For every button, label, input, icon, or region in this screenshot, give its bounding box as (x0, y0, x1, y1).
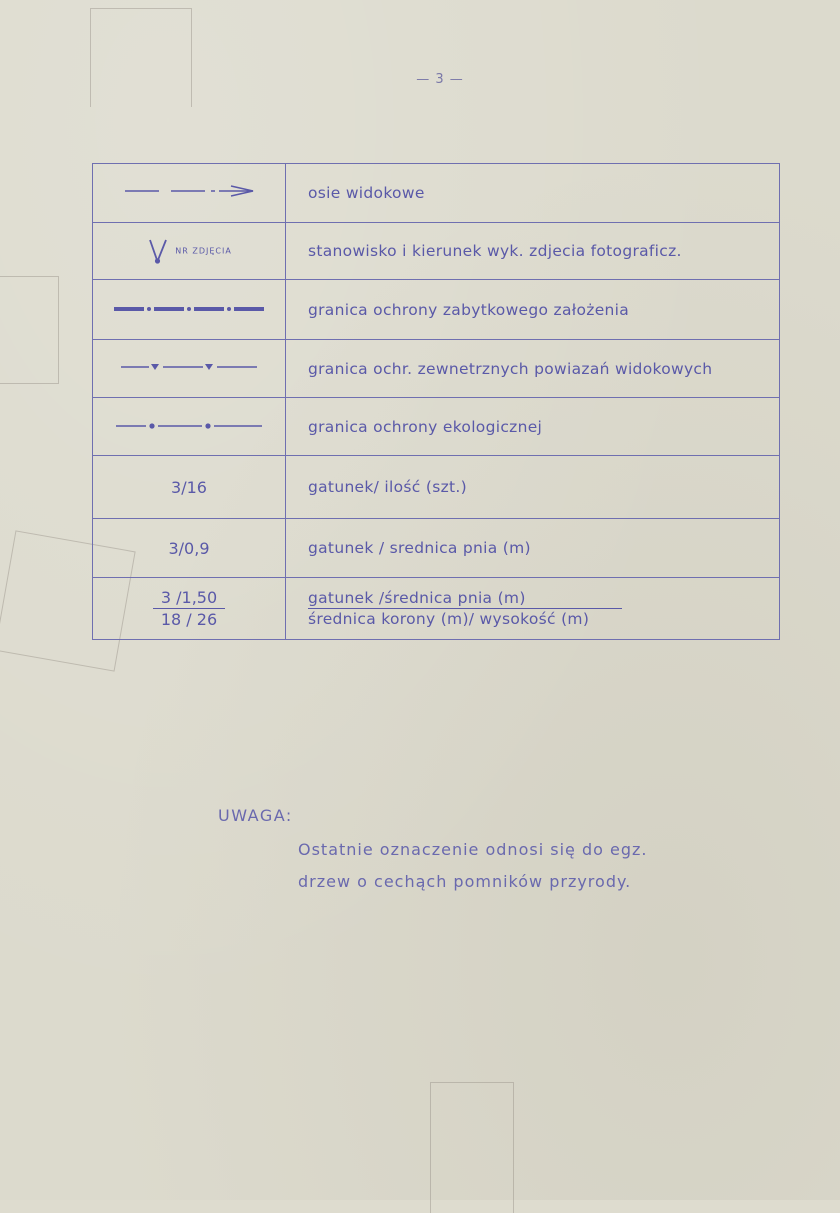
legend-description: osie widokowe (286, 164, 780, 223)
legend-symbol-cell (93, 223, 286, 280)
monument-boundary-symbol-icon (112, 303, 266, 315)
legend-table (92, 163, 780, 640)
legend-description: gatunek / srednica pnia (m) (286, 519, 780, 578)
natural-monument-code (153, 588, 225, 629)
ecological-boundary-symbol-icon (114, 420, 264, 432)
legend-description: granica ochr. zewnetrznych powiazań widokowych (286, 340, 780, 398)
ghost-mark-left (0, 276, 59, 384)
legend-row (93, 519, 780, 578)
fraction-denominator: 18 / 26 (160, 610, 218, 629)
legend-description: gatunek/ ilość (szt.) (286, 456, 780, 519)
ghost-mark-top (90, 8, 192, 107)
species-diameter-code: 3/0,9 (168, 538, 210, 558)
legend-symbol-cell (93, 519, 286, 578)
legend-description: stanowisko i kierunek wyk. zdjecia fotograficz. (286, 223, 780, 280)
description-denominator: średnica korony (m)/ wysokość (m) (308, 610, 590, 628)
description-numerator: gatunek /średnica pnia (m) (308, 588, 622, 609)
legend-symbol-cell (93, 164, 286, 223)
note-line-1: Ostatnie oznaczenie odnosi się do egz. (298, 840, 648, 859)
legend-row (93, 456, 780, 519)
legend-description: granica ochrony zabytkowego założenia (286, 280, 780, 340)
note-line-2: drzew o cechąch pomników przyrody. (298, 872, 632, 891)
fraction-numerator: 3 /1,50 (153, 588, 225, 609)
natural-monument-description (308, 588, 622, 629)
legend-row (93, 578, 780, 640)
note-label: UWAGA: (218, 806, 293, 825)
legend-symbol-cell (93, 340, 286, 398)
viewpoint-symbol-icon (146, 236, 170, 266)
legend-row (93, 398, 780, 456)
legend-description: granica ochrony ekologicznej (286, 398, 780, 456)
species-count-code: 3/16 (171, 477, 207, 497)
photo-number-label: NR ZDJĘCIA (175, 246, 232, 256)
legend-description (286, 578, 780, 640)
legend-symbol-cell (93, 398, 286, 456)
legend-row (93, 280, 780, 340)
view-link-boundary-symbol-icon (119, 360, 259, 374)
legend-symbol-cell (93, 280, 286, 340)
ghost-mark-bottom (430, 1082, 514, 1213)
legend-row (93, 340, 780, 398)
view-axis-symbol-icon (119, 183, 259, 199)
legend-row (93, 164, 780, 223)
legend-symbol-cell (93, 456, 286, 519)
legend-row (93, 223, 780, 280)
legend-symbol-cell (93, 578, 286, 640)
page-number: — 3 — (416, 72, 464, 87)
